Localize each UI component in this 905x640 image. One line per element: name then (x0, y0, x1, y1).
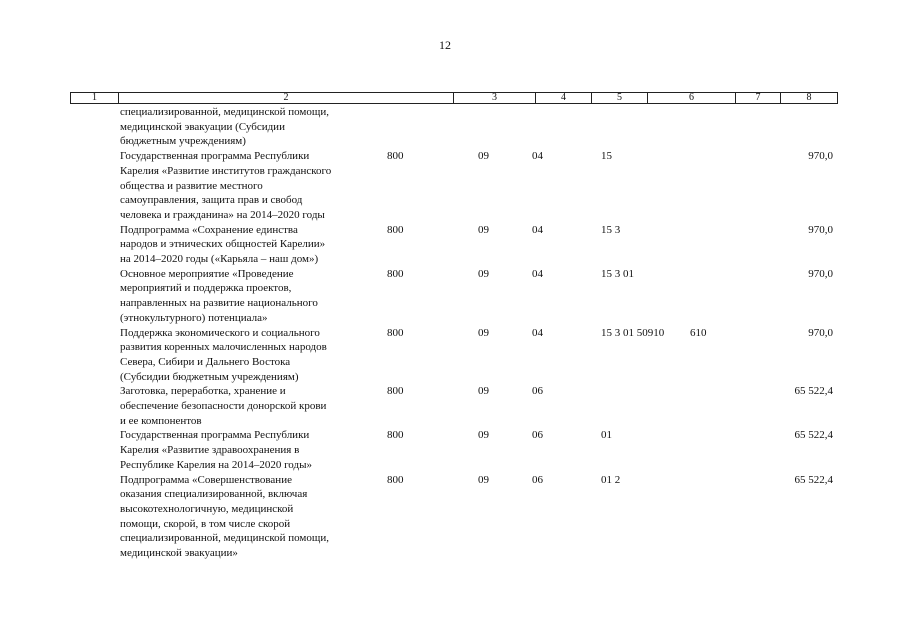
header-col-3: 3 (454, 93, 536, 103)
row-subsection-code: 06 (532, 429, 543, 442)
row-ministry-code: 800 (387, 223, 404, 236)
row-name: Поддержка экономического и социального развития коренных малочисленных народов Севера, Сибири и Дальнего Востока (Субсидии бюджетным учреждениям) (120, 326, 327, 383)
row-target-code: 01 2 (601, 473, 621, 486)
row-section-code: 09 (478, 326, 489, 339)
row-subsection-code: 06 (532, 385, 543, 398)
row-ministry-code: 800 (387, 385, 404, 398)
header-col-7: 7 (736, 93, 781, 103)
table-row (0, 428, 905, 472)
row-amount: 65 522,4 (794, 473, 833, 486)
row-ministry-code: 800 (387, 326, 404, 339)
row-target-code: 15 3 (601, 223, 621, 236)
table-row (0, 223, 905, 267)
row-section-code: 09 (478, 267, 489, 280)
row-ministry-code: 800 (387, 429, 404, 442)
row-name: Заготовка, переработка, хранение и обеспечение безопасности донорской крови и ее компонентов (120, 385, 327, 427)
row-section-code: 09 (478, 429, 489, 442)
row-name: Государственная программа Республики Карелия «Развитие здравоохранения в Республике Карелия на 2014–2020 годы» (120, 429, 312, 471)
row-ministry-code: 800 (387, 473, 404, 486)
row-ministry-code: 800 (387, 267, 404, 280)
row-ministry-code: 800 (387, 150, 404, 163)
table-row (0, 384, 905, 428)
row-subsection-code: 04 (532, 223, 543, 236)
row-amount: 970,0 (808, 326, 833, 339)
row-subsection-code: 04 (532, 267, 543, 280)
row-section-code: 09 (478, 473, 489, 486)
row-section-code: 09 (478, 223, 489, 236)
row-name: Подпрограмма «Совершенствование оказания специализированной, включая высокотехнологичную, медицинской помощи, скорой, в том числе скорой специализированной, медицинской помощи, медицинской эвакуации» (120, 473, 329, 560)
row-section-code: 09 (478, 150, 489, 163)
row-target-code: 15 3 01 (601, 267, 634, 280)
table-header-row (70, 92, 838, 104)
row-amount: 970,0 (808, 150, 833, 163)
row-name: специализированной, медицинской помощи, медицинской эвакуации (Субсидии бюджетным учреждениям) (120, 106, 329, 148)
table-row (0, 105, 905, 149)
header-col-1: 1 (71, 93, 119, 103)
row-target-code: 01 (601, 429, 612, 442)
row-section-code: 09 (478, 385, 489, 398)
table-row (0, 149, 905, 223)
row-name: Государственная программа Республики Карелия «Развитие институтов гражданского общества и развитие местного самоуправления, защита прав и свобод человека и гражданина» на 2014–2020 годы (120, 150, 332, 221)
row-subsection-code: 06 (532, 473, 543, 486)
table-body (0, 105, 905, 561)
row-amount: 970,0 (808, 223, 833, 236)
page-number: 12 (439, 38, 451, 52)
row-target-code: 15 3 01 50910 (601, 326, 665, 339)
row-subsection-code: 04 (532, 150, 543, 163)
header-col-6: 6 (648, 93, 736, 103)
row-amount: 65 522,4 (794, 385, 833, 398)
table-row (0, 267, 905, 326)
header-col-5: 5 (592, 93, 648, 103)
header-col-8: 8 (806, 92, 812, 103)
row-amount: 970,0 (808, 267, 833, 280)
row-subsection-code: 04 (532, 326, 543, 339)
table-row (0, 326, 905, 385)
header-col-2: 2 (119, 93, 454, 103)
row-name: Основное мероприятие «Проведение мероприятий и поддержка проектов, направленных на развитие национального (этнокультурного) потенциала» (120, 267, 318, 324)
row-name: Подпрограмма «Сохранение единства народов и этнических общностей Карелии» на 2014–2020 годы («Карьяла – наш дом») (120, 223, 326, 266)
table-row (0, 473, 905, 561)
row-expense-type: 610 (690, 326, 707, 339)
header-col-4: 4 (536, 93, 592, 103)
row-target-code: 15 (601, 150, 612, 163)
row-amount: 65 522,4 (794, 429, 833, 442)
